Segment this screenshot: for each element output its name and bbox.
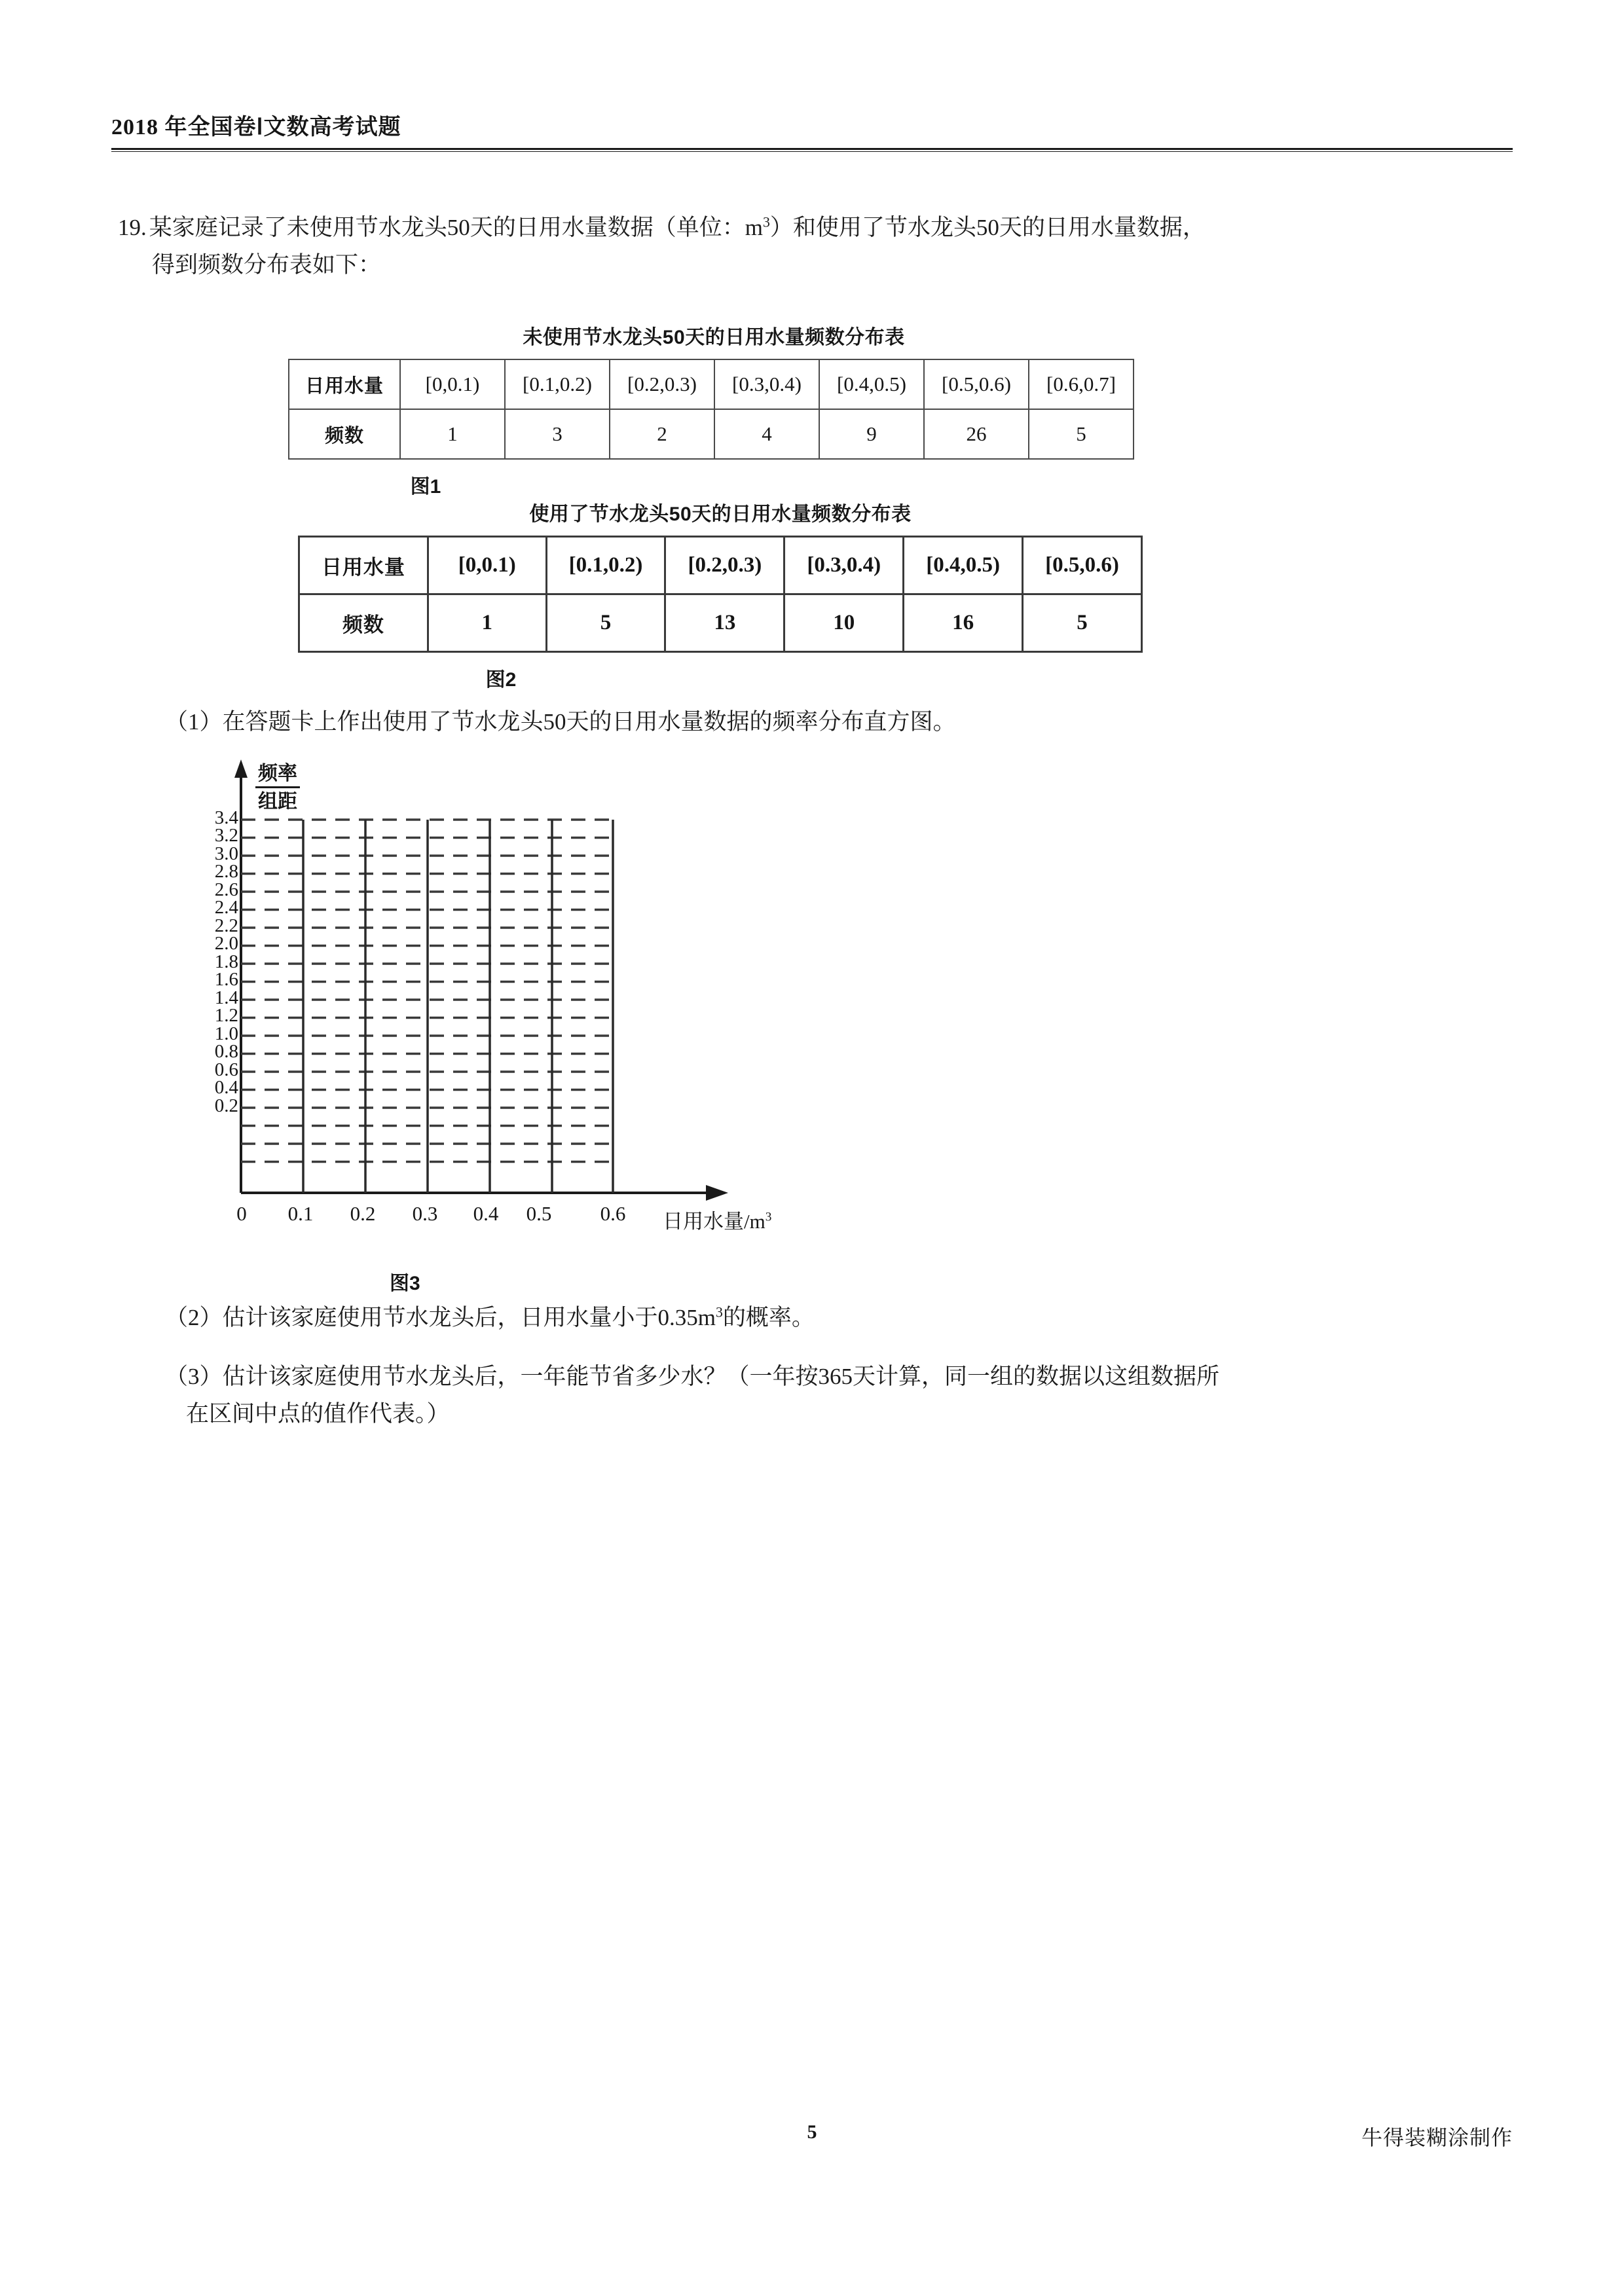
- table2-freq-5: 5: [1023, 594, 1142, 652]
- table2-freq-1: 5: [546, 594, 665, 652]
- x-tick-0: 0.1: [287, 1202, 314, 1225]
- y-tick-14: 0.6: [214, 1059, 238, 1080]
- header-divider: [111, 148, 1513, 152]
- table1: [288, 359, 1134, 460]
- table1-freq-6: 5: [1029, 409, 1134, 459]
- table2-freq-4: 16: [904, 594, 1023, 652]
- table2-interval-0: [0,0.1): [428, 537, 546, 594]
- question-part-3: [165, 1358, 1521, 1432]
- x-tick-5: 0.6: [600, 1202, 626, 1225]
- cubic-meter-superscript: 3: [762, 214, 770, 230]
- table2-interval-4: [0.4,0.5): [904, 537, 1023, 594]
- table1-row-label-1: 频数: [289, 409, 400, 459]
- table1-interval-6: [0.6,0.7]: [1029, 359, 1134, 409]
- table2-row-label-0: 日用水量: [299, 537, 428, 594]
- x-tick-4: 0.5: [526, 1202, 552, 1225]
- table2-row-label-1: 频数: [299, 594, 428, 652]
- question-stem: [118, 210, 1513, 283]
- y-axis-title: [255, 762, 300, 814]
- y-tick-3: 2.8: [214, 861, 238, 882]
- table2-freq-0: 1: [428, 594, 546, 652]
- table2-freq-3: 10: [784, 594, 904, 652]
- y-tick-2: 3.0: [214, 843, 238, 864]
- table2: [298, 536, 1143, 653]
- y-tick-16: 0.2: [214, 1095, 238, 1116]
- part-1-text: （1）在答题卡上作出使用了节水龙头50天的日用水量数据的频率分布直方图。: [165, 709, 956, 735]
- table-row: [289, 409, 1134, 459]
- table1-freq-0: 1: [400, 409, 505, 459]
- table1-interval-2: [0.2,0.3): [610, 359, 714, 409]
- y-tick-5: 2.4: [214, 897, 238, 918]
- table2-caption: 使用了节水龙头50天的日用水量频数分布表: [529, 503, 912, 525]
- question-part-2: [165, 1300, 1521, 1337]
- y-tick-1: 3.2: [214, 825, 238, 846]
- header-title: 2018 年全国卷Ⅰ文数高考试题: [111, 115, 401, 139]
- page-number: 5: [807, 2121, 817, 2143]
- y-tick-7: 2.0: [214, 933, 238, 954]
- table1-block: [288, 321, 1139, 499]
- table-row: [299, 594, 1142, 652]
- y-tick-13: 0.8: [214, 1041, 238, 1062]
- x-axis-title: [663, 1205, 771, 1234]
- histogram-grid-chart: [196, 753, 982, 1250]
- y-tick-10: 1.4: [214, 987, 238, 1008]
- table1-freq-5: 26: [924, 409, 1029, 459]
- page-header: [111, 115, 1513, 152]
- table-row: [299, 537, 1142, 594]
- part-2-text: [165, 1300, 1521, 1337]
- chart-figure-label: 图3: [390, 1273, 420, 1294]
- table1-freq-4: 9: [819, 409, 924, 459]
- table1-interval-3: [0.3,0.4): [714, 359, 819, 409]
- x-tick-2: 0.3: [412, 1202, 438, 1225]
- table2-block: [298, 498, 1143, 692]
- y-tick-15: 0.4: [214, 1077, 238, 1098]
- part-3-line-1: （3）估计该家庭使用节水龙头后，一年能节省多少水？（一年按365天计算，同一组的数据以这组数据所: [165, 1364, 1220, 1389]
- part-2-superscript: 3: [715, 1304, 723, 1321]
- x-axis: [241, 1185, 728, 1201]
- question-number: 19.: [118, 215, 147, 240]
- part-2-text-a: （2）估计该家庭使用节水龙头后，日用水量小于0.35m: [165, 1305, 716, 1330]
- table1-interval-5: [0.5,0.6): [924, 359, 1029, 409]
- table2-interval-3: [0.3,0.4): [784, 537, 904, 594]
- table1-freq-3: 4: [714, 409, 819, 459]
- question-line-1-part-a: 某家庭记录了未使用节水龙头50天的日用水量数据（单位：m: [149, 215, 763, 240]
- table2-interval-1: [0.1,0.2): [546, 537, 665, 594]
- x-tick-1: 0.2: [350, 1202, 376, 1225]
- table1-figure-label: 图1: [410, 476, 441, 498]
- table1-interval-4: [0.4,0.5): [819, 359, 924, 409]
- x-axis-title-text: 日用水量/m: [663, 1210, 766, 1233]
- vertical-gridlines: [303, 820, 613, 1193]
- table1-freq-2: 2: [610, 409, 714, 459]
- table2-interval-2: [0.2,0.3): [665, 537, 784, 594]
- table1-caption: 未使用节水龙头50天的日用水量频数分布表: [523, 327, 905, 348]
- y-tick-8: 1.8: [214, 951, 238, 972]
- table1-freq-1: 3: [505, 409, 610, 459]
- footer-credit: 牛得装糊涂制作: [1361, 2126, 1513, 2149]
- y-tick-6: 2.2: [214, 915, 238, 936]
- y-axis-title-numerator: 频率: [255, 762, 300, 788]
- table1-row-label-0: 日用水量: [289, 359, 400, 409]
- y-tick-12: 1.0: [214, 1023, 238, 1044]
- part-3-line-2: 在区间中点的值作代表。）: [186, 1400, 450, 1427]
- question-line-2: 得到频数分布表如下：: [152, 251, 382, 278]
- question-line-1-part-b: ）和使用了节水龙头50天的日用水量数据，: [769, 215, 1206, 240]
- table2-figure-label: 图2: [485, 669, 517, 691]
- y-tick-4: 2.6: [214, 879, 238, 900]
- x-tick-origin: 0: [236, 1202, 247, 1225]
- part-2-text-b: 的概率。: [722, 1305, 815, 1330]
- y-axis-title-denominator: 组距: [258, 791, 297, 813]
- question-part-1: [165, 704, 1514, 741]
- y-tick-9: 1.6: [214, 969, 238, 990]
- table2-freq-2: 13: [665, 594, 784, 652]
- x-tick-3: 0.4: [473, 1202, 499, 1225]
- table1-interval-0: [0,0.1): [400, 359, 505, 409]
- y-tick-11: 1.2: [214, 1005, 238, 1026]
- table-row: [289, 359, 1134, 409]
- x-axis-title-superscript: 3: [765, 1210, 772, 1224]
- y-tick-0: 3.4: [214, 807, 238, 828]
- question-line-1: [118, 210, 1513, 247]
- table1-interval-1: [0.1,0.2): [505, 359, 610, 409]
- table2-interval-5: [0.5,0.6): [1023, 537, 1142, 594]
